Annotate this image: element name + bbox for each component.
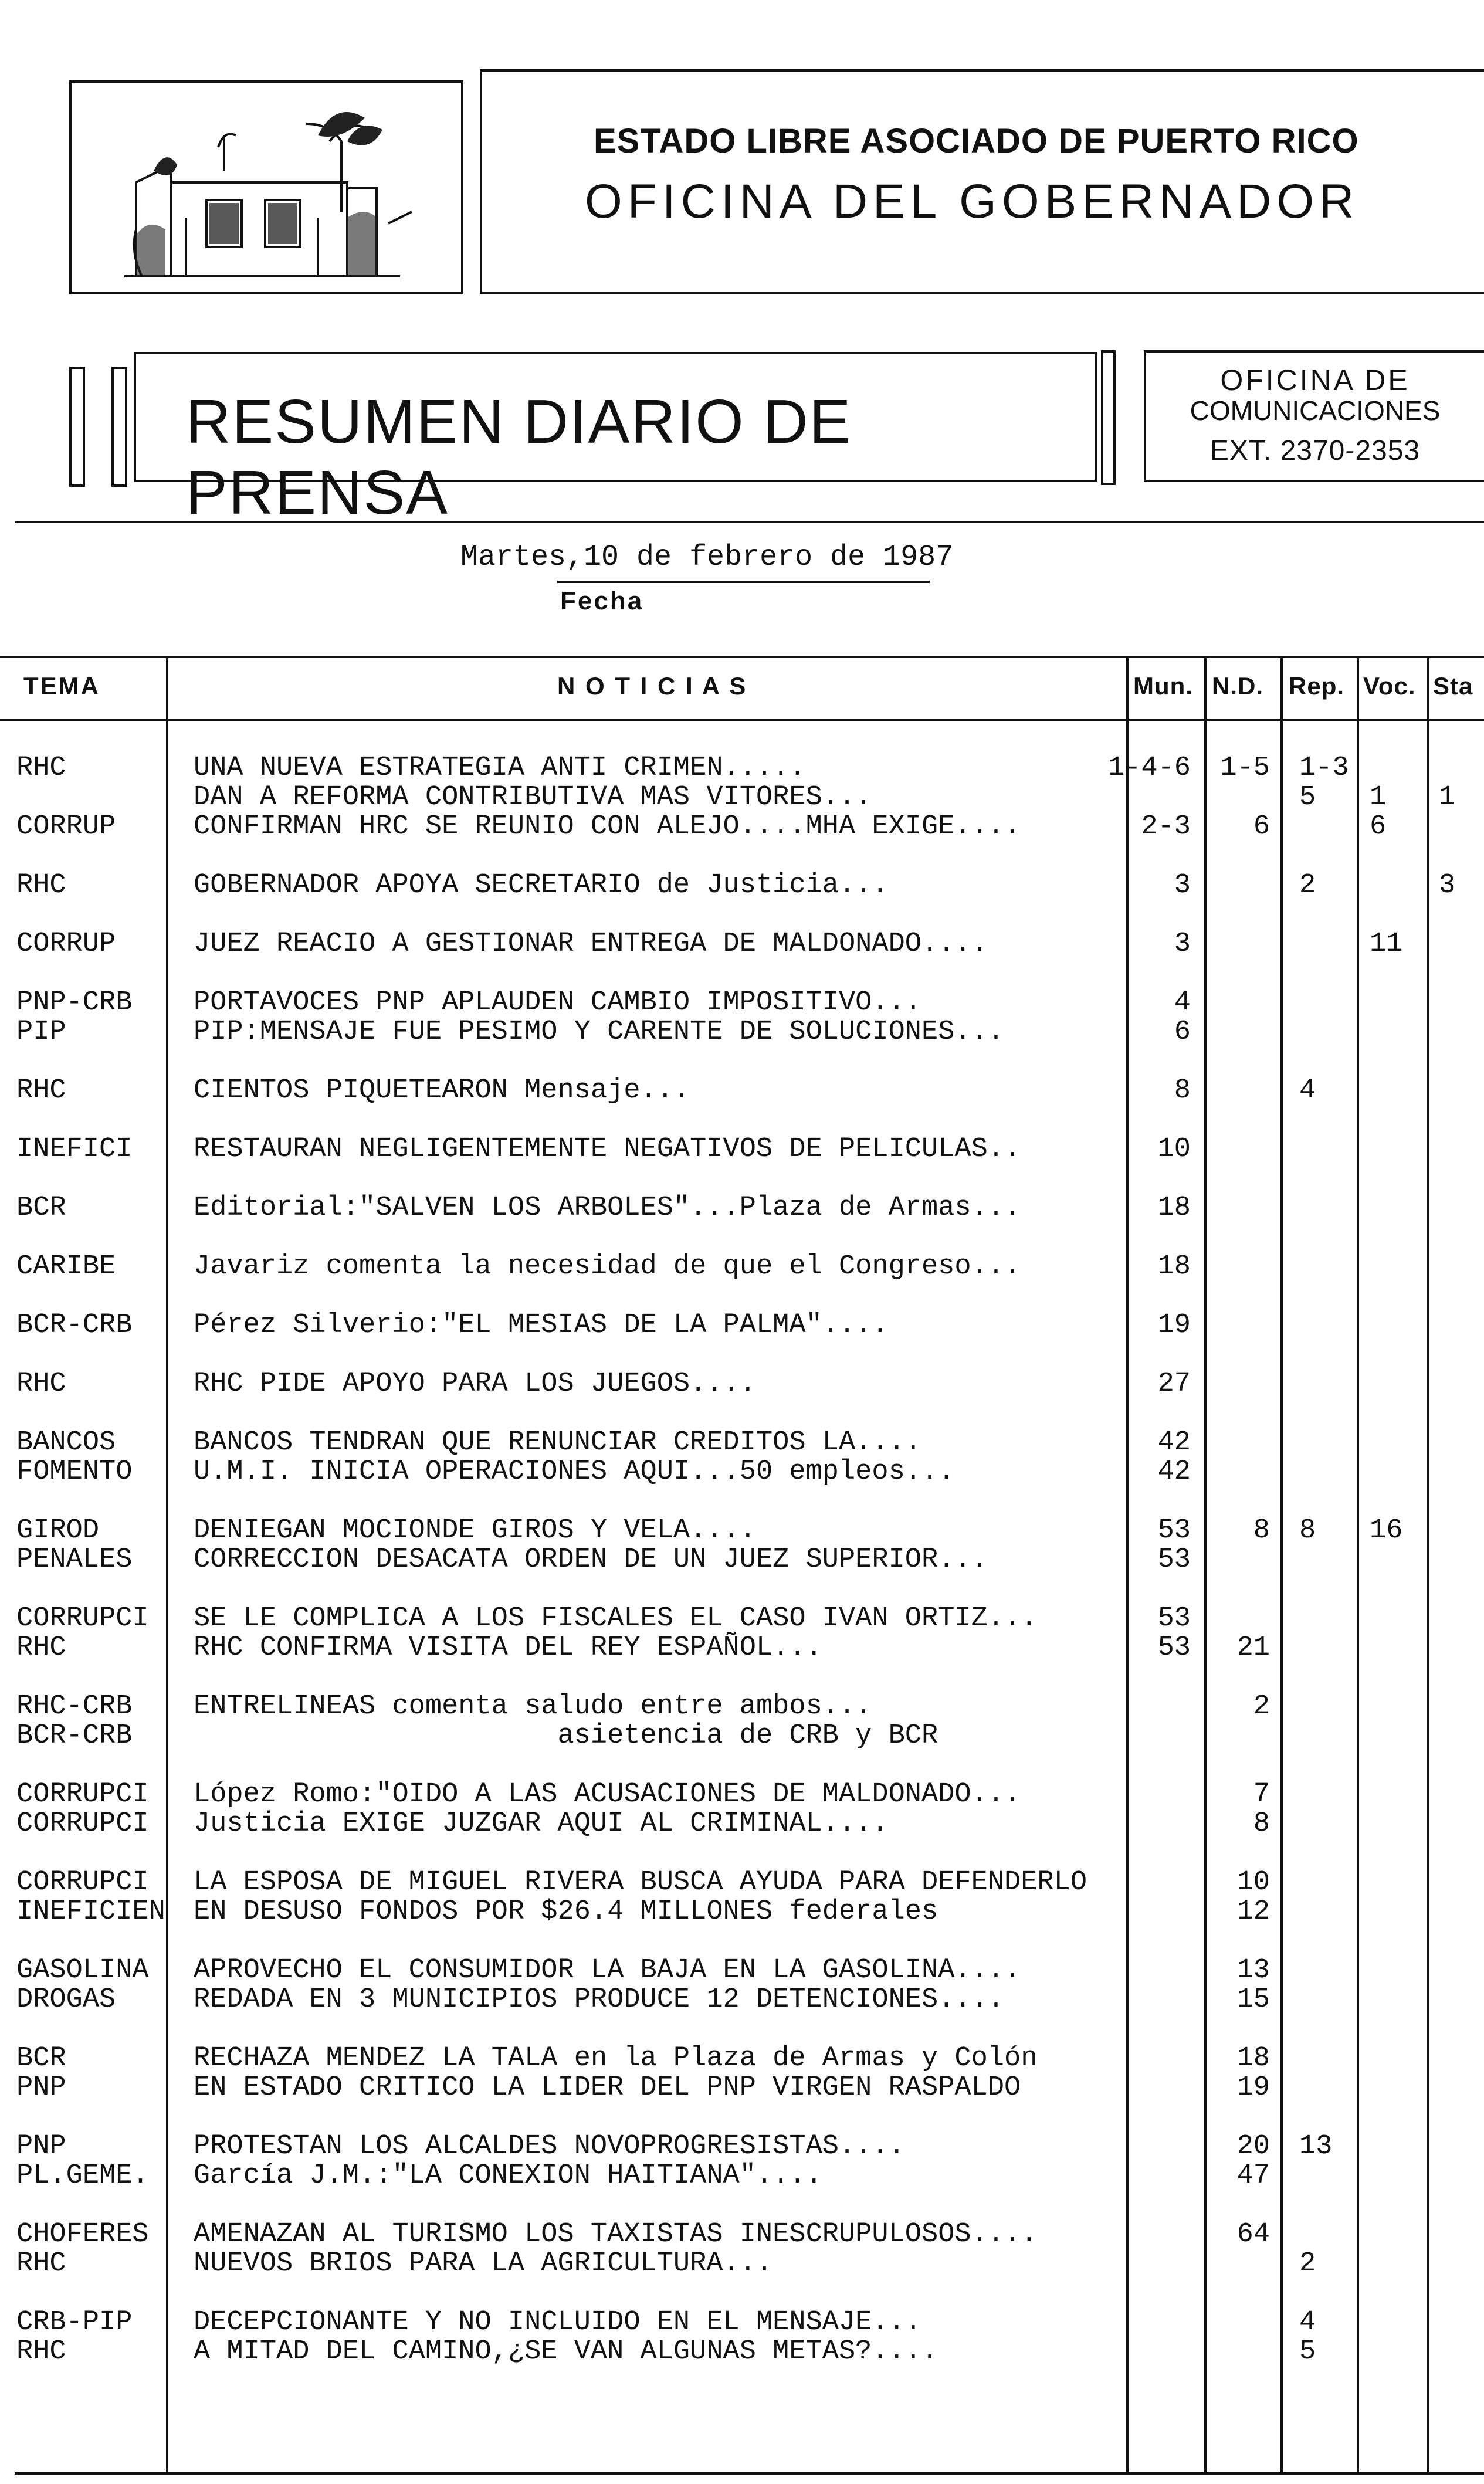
tema-cell: BCR-CRB [16, 1310, 133, 1341]
document-title-box [134, 352, 1097, 527]
table-header-border [0, 719, 1484, 721]
noticia-cell: RHC CONFIRMA VISITA DEL REY ESPAÑOL... [194, 1632, 822, 1663]
nd-cell: 8 [1253, 1808, 1270, 1839]
tema-cell: RHC [16, 1368, 66, 1399]
column-header-star: Sta [1433, 672, 1473, 700]
mun-cell: 18 [1157, 1251, 1191, 1282]
star-cell: 3 [1439, 870, 1456, 901]
mun-cell: 42 [1157, 1456, 1191, 1487]
decorative-bar [69, 367, 85, 487]
comm-office-line: COMUNICACIONES [1190, 395, 1441, 426]
noticia-cell: RHC PIDE APOYO PARA LOS JUEGOS.... [194, 1368, 756, 1399]
noticia-cell: Pérez Silverio:"EL MESIAS DE LA PALMA".... [194, 1310, 889, 1341]
voc-cell: 1 [1370, 782, 1387, 813]
tema-cell: RHC [16, 1632, 66, 1663]
noticia-cell: UNA NUEVA ESTRATEGIA ANTI CRIMEN..... [194, 753, 806, 784]
tema-cell: CORRUPCI [16, 1867, 149, 1898]
tema-cell: BCR [16, 2043, 66, 2074]
column-divider [1126, 656, 1129, 2472]
rep-cell: 13 [1299, 2131, 1333, 2162]
fortaleza-building-illustration [72, 83, 461, 292]
column-divider [1357, 656, 1359, 2472]
tema-cell: CORRUP [16, 811, 116, 842]
nd-cell: 13 [1236, 1955, 1270, 1986]
noticia-cell: ENTRELINEAS comenta saludo entre ambos... [194, 1691, 872, 1722]
tema-cell: CORRUP [16, 928, 116, 960]
rep-cell: 2 [1299, 870, 1316, 901]
tema-cell: PIP [16, 1016, 66, 1048]
nd-cell: 12 [1236, 1896, 1270, 1927]
tema-cell: RHC-CRB [16, 1691, 133, 1722]
mun-cell: 18 [1157, 1192, 1191, 1224]
tema-cell: PNP [16, 2131, 66, 2162]
tema-cell: INEFICI [16, 1134, 133, 1165]
column-header-voc: Voc. [1363, 672, 1416, 700]
voc-cell: 11 [1370, 928, 1403, 960]
noticia-cell: PORTAVOCES PNP APLAUDEN CAMBIO IMPOSITIVO... [194, 987, 922, 1018]
tema-cell: BCR-CRB [16, 1720, 133, 1751]
nd-cell: 15 [1236, 1984, 1270, 2015]
noticia-cell: LA ESPOSA DE MIGUEL RIVERA BUSCA AYUDA PARA DEFENDERLO [194, 1867, 1087, 1898]
tema-cell: BANCOS [16, 1427, 116, 1458]
nd-cell: 18 [1236, 2043, 1270, 2074]
star-cell: 1 [1439, 782, 1456, 813]
tema-cell: PENALES [16, 1544, 133, 1575]
rep-cell: 2 [1299, 2248, 1316, 2279]
nd-cell: 19 [1236, 2072, 1270, 2103]
mun-cell: 2-3 [1141, 811, 1191, 842]
noticia-cell: EN ESTADO CRITICO LA LIDER DEL PNP VIRGEN RASPALDO [194, 2072, 1021, 2103]
noticia-cell: CONFIRMAN HRC SE REUNIO CON ALEJO....MHA EXIGE.... [194, 811, 1021, 842]
noticia-cell: AMENAZAN AL TURISMO LOS TAXISTAS INESCRUPULOSOS.... [194, 2219, 1038, 2250]
tema-cell: CORRUPCI [16, 1779, 149, 1810]
noticia-cell: APROVECHO EL CONSUMIDOR LA BAJA EN LA GASOLINA.... [194, 1955, 1021, 1986]
tema-cell: FOMENTO [16, 1456, 133, 1487]
column-header-mun: Mun. [1133, 672, 1193, 700]
mun-cell: 53 [1157, 1632, 1191, 1663]
state-name: ESTADO LIBRE ASOCIADO DE PUERTO RICO [594, 122, 1359, 160]
noticia-cell: RESTAURAN NEGLIGENTEMENTE NEGATIVOS DE PELICULAS.. [194, 1134, 1021, 1165]
mun-cell: 53 [1157, 1515, 1191, 1546]
mun-cell: 27 [1157, 1368, 1191, 1399]
mun-cell: 53 [1157, 1603, 1191, 1634]
nd-cell: 20 [1236, 2131, 1270, 2162]
tema-cell: RHC [16, 2336, 66, 2367]
table-top-border [0, 656, 1484, 658]
voc-cell: 6 [1370, 811, 1387, 842]
rep-cell: 5 [1299, 2336, 1316, 2367]
rep-cell: 5 [1299, 782, 1316, 813]
column-divider [1427, 656, 1429, 2472]
tema-cell: GASOLINA [16, 1955, 149, 1986]
noticia-cell: Javariz comenta la necesidad de que el Congreso... [194, 1251, 1021, 1282]
rep-cell: 4 [1299, 2307, 1316, 2338]
column-divider [166, 656, 168, 2472]
tema-cell: BCR [16, 1192, 66, 1224]
comm-office-line: OFICINA DE [1220, 364, 1410, 397]
column-header-tema: TEMA [23, 672, 100, 700]
mun-cell: 1-4-6 [1107, 753, 1191, 784]
tema-cell: CARIBE [16, 1251, 116, 1282]
mun-cell: 53 [1157, 1544, 1191, 1575]
table-bottom-border [15, 2472, 1484, 2475]
nd-cell: 2 [1253, 1691, 1270, 1722]
noticia-cell: asietencia de CRB y BCR [194, 1720, 938, 1751]
noticia-cell: DECEPCIONANTE Y NO INCLUIDO EN EL MENSAJE... [194, 2307, 922, 2338]
noticia-cell: SE LE COMPLICA A LOS FISCALES EL CASO IVAN ORTIZ... [194, 1603, 1038, 1634]
rep-cell: 4 [1299, 1075, 1316, 1106]
date-underline [557, 581, 930, 583]
column-divider [1280, 656, 1283, 2472]
decorative-bar [1101, 350, 1116, 485]
tema-cell: PNP [16, 2072, 66, 2103]
noticia-cell: A MITAD DEL CAMINO,¿SE VAN ALGUNAS METAS?.... [194, 2336, 938, 2367]
nd-cell: 7 [1253, 1779, 1270, 1810]
nd-cell: 47 [1236, 2160, 1270, 2191]
nd-cell: 6 [1253, 811, 1270, 842]
mun-cell: 4 [1174, 987, 1191, 1018]
mun-cell: 8 [1174, 1075, 1191, 1106]
noticia-cell: U.M.I. INICIA OPERACIONES AQUI...50 empleos... [194, 1456, 955, 1487]
tema-cell: RHC [16, 1075, 66, 1106]
tema-cell: GIROD [16, 1515, 100, 1546]
noticia-cell: López Romo:"OIDO A LAS ACUSACIONES DE MALDONADO... [194, 1779, 1021, 1810]
tema-cell: PNP-CRB [16, 987, 133, 1018]
decorative-bar [111, 367, 127, 487]
tema-cell: RHC [16, 870, 66, 901]
tema-cell: CORRUPCI [16, 1603, 149, 1634]
noticia-cell: CORRECCION DESACATA ORDEN DE UN JUEZ SUPERIOR... [194, 1544, 988, 1575]
noticia-cell: Editorial:"SALVEN LOS ARBOLES"...Plaza de Armas... [194, 1192, 1021, 1224]
noticia-cell: DAN A REFORMA CONTRIBUTIVA MAS VITORES... [194, 782, 872, 813]
noticia-cell: REDADA EN 3 MUNICIPIOS PRODUCE 12 DETENCIONES.... [194, 1984, 1005, 2015]
rep-cell: 1-3 [1299, 753, 1349, 784]
noticia-cell: CIENTOS PIQUETEARON Mensaje... [194, 1075, 690, 1106]
tema-cell: CRB-PIP [16, 2307, 133, 2338]
nd-cell: 10 [1236, 1867, 1270, 1898]
date-value: Martes,10 de febrero de 1987 [460, 541, 954, 574]
nd-cell: 64 [1236, 2219, 1270, 2250]
mun-cell: 42 [1157, 1427, 1191, 1458]
column-header-nd: N.D. [1212, 672, 1263, 700]
office-name: OFICINA DEL GOBERNADOR [585, 175, 1360, 228]
divider [15, 521, 1484, 523]
mun-cell: 10 [1157, 1134, 1191, 1165]
mun-cell: 19 [1157, 1310, 1191, 1341]
tema-cell: DROGAS [16, 1984, 116, 2015]
date-label: Fecha [560, 587, 644, 615]
noticia-cell: DENIEGAN MOCIONDE GIROS Y VELA.... [194, 1515, 756, 1546]
column-header-rep: Rep. [1289, 672, 1345, 700]
noticia-cell: Justicia EXIGE JUZGAR AQUI AL CRIMINAL.... [194, 1808, 889, 1839]
noticia-cell: JUEZ REACIO A GESTIONAR ENTREGA DE MALDONADO.... [194, 928, 988, 960]
tema-cell: CHOFERES [16, 2219, 149, 2250]
nd-cell: 21 [1236, 1632, 1270, 1663]
communications-office-box [1144, 350, 1484, 482]
noticia-cell: EN DESUSO FONDOS POR $26.4 MILLONES federales [194, 1896, 938, 1927]
noticia-cell: PIP:MENSAJE FUE PESIMO Y CARENTE DE SOLUCIONES... [194, 1016, 1005, 1048]
nd-cell: 8 [1253, 1515, 1270, 1546]
nd-cell: 1-5 [1220, 753, 1270, 784]
noticia-cell: RECHAZA MENDEZ LA TALA en la Plaza de Armas y Colón [194, 2043, 1038, 2074]
tema-cell: RHC [16, 2248, 66, 2279]
mun-cell: 3 [1174, 870, 1191, 901]
noticia-cell: BANCOS TENDRAN QUE RENUNCIAR CREDITOS LA.... [194, 1427, 922, 1458]
tema-cell: CORRUPCI [16, 1808, 149, 1839]
mun-cell: 3 [1174, 928, 1191, 960]
noticia-cell: NUEVOS BRIOS PARA LA AGRICULTURA... [194, 2248, 773, 2279]
tema-cell: INEFICIEN [16, 1896, 165, 1927]
tema-cell: RHC [16, 753, 66, 784]
governor-office-logo [69, 80, 463, 294]
mun-cell: 6 [1174, 1016, 1191, 1048]
comm-office-extension: EXT. 2370-2353 [1209, 435, 1421, 466]
noticia-cell: García J.M.:"LA CONEXION HAITIANA".... [194, 2160, 822, 2191]
document-title: RESUMEN DIARIO DE PRENSA [186, 387, 852, 527]
column-header-noticias: N O T I C I A S [557, 672, 748, 700]
header-title-box [480, 69, 1484, 294]
noticia-cell: GOBERNADOR APOYA SECRETARIO de Justicia... [194, 870, 889, 901]
voc-cell: 16 [1370, 1515, 1403, 1546]
tema-cell: PL.GEME. [16, 2160, 149, 2191]
rep-cell: 8 [1299, 1515, 1316, 1546]
column-divider [1204, 656, 1207, 2472]
noticia-cell: PROTESTAN LOS ALCALDES NOVOPROGRESISTAS.... [194, 2131, 905, 2162]
